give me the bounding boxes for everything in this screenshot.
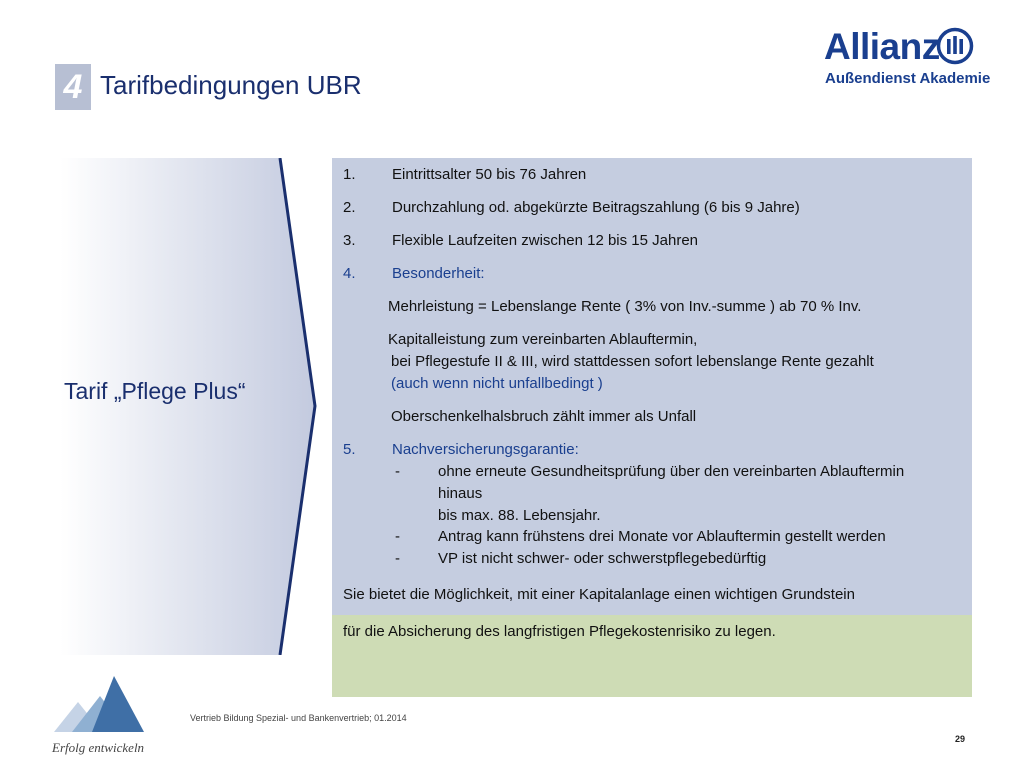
capital-benefit-text: bei Pflegestufe II & III, wird stattdessen sofort lebenslange Rente gezahlt (391, 353, 874, 370)
list-number: 2. (343, 199, 356, 216)
list-number: 3. (343, 232, 356, 249)
list-item: Durchzahlung od. abgekürzte Beitragszahlung (6 bis 9 Jahre) (392, 199, 800, 216)
tariff-name-label: Tarif „Pflege Plus“ (64, 378, 246, 404)
bullet-dash: - (395, 528, 400, 545)
sub-list-item: VP ist nicht schwer- oder schwerstpflegebedürftig (438, 550, 767, 567)
bullet-dash: - (395, 463, 400, 480)
special-benefit-text: Mehrleistung = Lebenslange Rente ( 3% von Inv.-summe ) ab 70 % Inv. (388, 298, 862, 315)
allianz-logo-wordmark: Allianz (824, 26, 940, 67)
page-title: Tarifbedingungen UBR (100, 70, 362, 100)
footer-text: Vertrieb Bildung Spezial- und Bankenvertrieb; 01.2014 (190, 713, 407, 723)
logo-subtitle: Außendienst Akademie (825, 70, 991, 87)
conditions-panel (332, 158, 972, 615)
list-item-heading: Nachversicherungsgarantie: (392, 441, 579, 458)
erfolg-entwickeln-logo (48, 672, 158, 758)
sub-list-item: Antrag kann frühstens drei Monate vor Ablauftermin gestellt werden (438, 528, 886, 545)
sub-list-item: ohne erneute Gesundheitsprüfung über den vereinbarten Ablauftermin (438, 463, 905, 480)
logo-script-text: Erfolg entwickeln (52, 740, 145, 755)
accident-note: Oberschenkelhalsbruch zählt immer als Unfall (391, 408, 697, 425)
list-number: 4. (343, 265, 356, 282)
capital-benefit-text: Kapitalleistung zum vereinbarten Ablauftermin, (388, 331, 698, 348)
list-item-heading: Besonderheit: (392, 265, 485, 282)
list-number: 1. (343, 166, 356, 183)
allianz-eagle-icon (936, 27, 974, 65)
left-panel-chevron (60, 158, 322, 655)
page-number: 29 (955, 734, 966, 744)
list-item: Eintrittsalter 50 bis 76 Jahren (392, 166, 587, 183)
capital-benefit-note: (auch wenn nicht unfallbedingt ) (391, 375, 603, 392)
sub-list-item: hinaus (438, 485, 483, 502)
summary-panel (332, 615, 972, 697)
chapter-number: 4 (55, 64, 91, 110)
list-number: 5. (343, 441, 356, 458)
list-item: Flexible Laufzeiten zwischen 12 bis 15 Jahren (392, 232, 699, 249)
sub-list-item: bis max. 88. Lebensjahr. (438, 507, 601, 524)
summary-text: für die Absicherung des langfristigen Pflegekostenrisiko zu legen. (343, 623, 776, 640)
summary-text: Sie bietet die Möglichkeit, mit einer Kapitalanlage einen wichtigen Grundstein (343, 586, 855, 603)
bullet-dash: - (395, 550, 400, 567)
